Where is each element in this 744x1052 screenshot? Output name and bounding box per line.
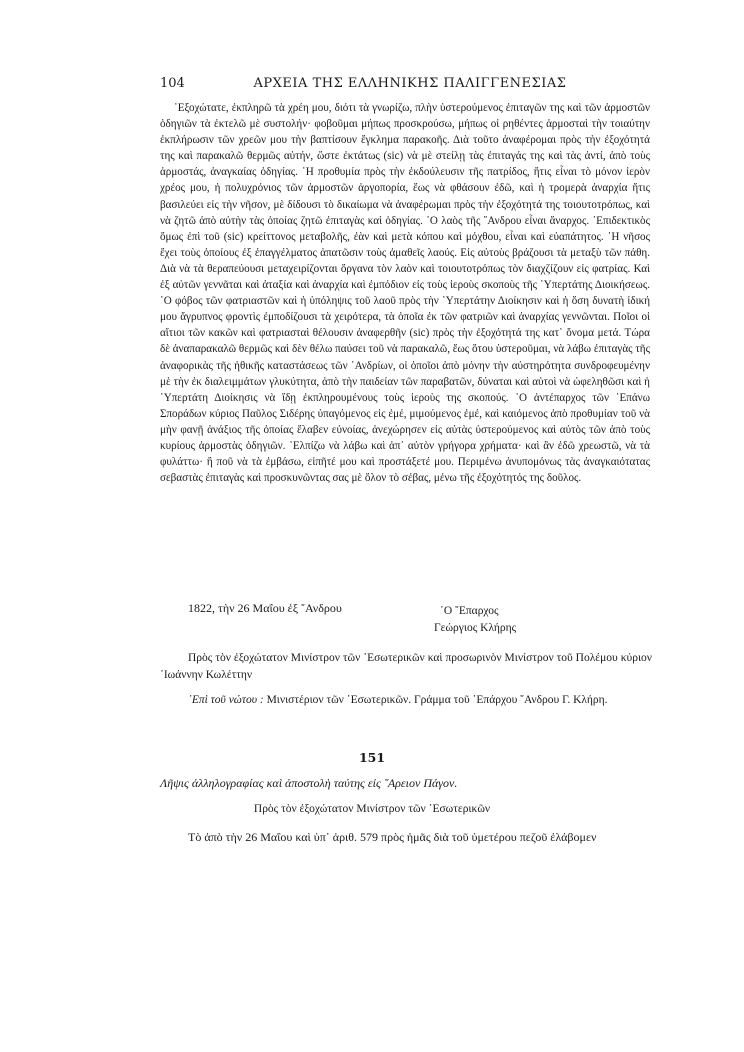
recipient-text: Πρὸς τὸν ἐξοχώτατον Μινίστρον τῶν ᾿Εσωτερικῶν καὶ προσωρινὸν Μινίστρον τοῦ Πολέμου κύριον ᾿Ιωάννην Κωλέττην — [160, 652, 652, 681]
letter-signature — [434, 603, 516, 637]
document-opening-line: Τὸ ἀπὸ τὴν 26 Μαΐου καὶ ὑπ᾿ ἀριθ. 579 πρὸς ἡμᾶς διὰ τοῦ ὑμετέρου πεζοῦ ἐλάβομεν — [188, 830, 597, 844]
signature-name: Γεώργιος Κλήρης — [434, 622, 517, 634]
signature-role: ῾Ο ῎Επαρχος — [440, 605, 499, 617]
letter-recipient — [160, 650, 652, 684]
page-number: 104 — [160, 76, 185, 91]
letter-date-place: 1822, τὴν 26 Μαΐου ἐξ ῎Ανδρου — [188, 601, 342, 615]
verso-label: ᾿Επὶ τοῦ νώτου : — [188, 694, 264, 706]
verso-paragraph — [160, 692, 652, 709]
document-number: 151 — [358, 750, 386, 765]
running-title: ΑΡΧΕΙΑ ΤΗΣ ΕΛΛΗΝΙΚΗΣ ΠΑΛΙΓΓΕΝΕΣΙΑΣ — [253, 76, 567, 91]
document-summary: Λῆψις ἀλληλογραφίας καὶ ἀποστολὴ ταύτης εἰς ῎Αρειον Πάγον. — [160, 776, 458, 790]
verso-text: Μινιστέριον τῶν ᾿Εσωτερικῶν. Γράμμα τοῦ ᾿Επάρχου ῎Ανδρου Γ. Κλήρη. — [263, 694, 608, 706]
document-salutation: Πρὸς τὸν ἐξοχώτατον Μινίστρον τῶν ᾿Εσωτερικῶν — [253, 803, 491, 815]
page-header — [160, 76, 650, 91]
letter-verso-note — [160, 692, 652, 709]
letter-body: ᾿Εξοχώτατε, ἐκπληρῶ τὰ χρέη μου, διότι τὰ γνωρίζω, πλὴν ὑστερούμενος ἐπιταγῶν της καὶ τῶν ἁρμοστῶν ὁδηγιῶν τὰ ἐκτελῶ μὲ συστολήν· φοβοῦμαι μήπως προσκρούσω, μήπως οἱ ρηθέντες ἁρμοσταὶ τὴν τοιαύτην ἐκπλήρωσιν τῶν χρεῶν μου τὴν βαπτίσουν ἔγκλημα παρακοῆς. Διὰ τοῦτο ἀναφέρομαι πρὸς τὴν ἐξοχότητά της καὶ παρακαλῶ θερμῶς αὐτήν, ὥστε ἐκτάτως (sic) νὰ μὲ στείλῃ τὰς ἐπιταγάς της καὶ τὰς ἀντί, ἀπὸ τοὺς ἁρμοστάς, ἀναγκαίας ὁδηγίας. ῾Η προθυμία πρὸς τὴν ἐκδούλευσιν τῆς πατρίδος, ἥτις εἶναι τὸ μόνον ἱερὸν χρέος μου, ἡ πολυχρόνιος τῶν ἁρμοστῶν ἀργοπορία, ἕως νὰ φθάσουν ἐδῶ, καὶ ἡ τρομερὰ ἀναρχία ἥτις βασιλεύει εἰς τὴν νῆσον, μὲ δίδουσι τὸ δικαίωμα νὰ ἀναφέρωμαι πρὸς τὴν ἐξοχότητά της τοιουτοτρόπως, καὶ νὰ ζητῶ ἀπὸ αὐτὴν τὰς ὁποίας ζητῶ ἐπιταγὰς καὶ ὁδηγίας. ῾Ο λαὸς τῆς ῎Ανδρου εἶναι ἄναρχος. ᾿Επιδεκτικὸς ὅμως ἐπὶ τοῦ (sic) κρείττονος μεταβολῆς, ἐὰν καὶ μετὰ κόπου καὶ μόχθου, εἶναι καὶ εὐαπάτητος. ῾Η νῆσος ἔχει τοὺς ὁποίους ἐξ ἐπαγγέλματος ἀπατῶσιν τοὺς ἀμαθεῖς λαούς. Εἰς αὐτοὺς βράζουσι τὰ μεταξὺ τῶν πάθη. Διὰ νὰ τὰ θεραπεύουσι μεταχειρίζονται ὄργανα τὸν λαὸν καὶ τοιουτοτρόπως τὸν διαχζίζουν εἰς φατρίας. Καὶ ἐξ αὐτῶν γεννᾶται καὶ ἀταξία καὶ ἀναρχία καὶ ἐμπόδιον εἰς τοὺς ἱεροὺς σκοποὺς τῆς ῾Υπερτάτης Διοικήσεως. ῾Ο φόβος τῶν φατριαστῶν καὶ ἡ ὑπόληψις τοῦ λαοῦ πρὸς τὴν ῾Υπερτάτην Διοίκησιν καὶ ἡ ὅση δυνατὴ ἰδική μου ἄγρυπνος φροντὶς ἐμποδίζουσι τὰ χειρότερα, τὰ ὁποῖα ἐκ τῶν φατριῶν καὶ ἀναρχίας γεννῶνται. Ποῖοι οἱ αἴτιοι τῶν κακῶν καὶ φατριασταὶ θέλουσιν ἀναφερθῆν (sic) πρὸς τὴν ἐξοχότητά της κατ᾿ ὄνομα μετά. Τώρα δὲ ἀναπαρακαλῶ θερμῶς καὶ δὲν θέλω παύσει τοῦ νὰ παρακαλῶ, ἕως ὅτου ὑστεροῦμαι, νὰ λάβω ἐπιταγὰς τῆς ἀναφορικὰς τῆς ἠθικῆς καταστάσεως τῶν ᾿Ανδρίων, οἱ ὁποῖοι ἀπὸ μόνην τὴν αὐστηρότητα συνδροφευμένην μὲ τὴν ἐκ διαλειμμάτων γλυκύτητα, ἀπὸ τὴν παιδείαν τῶν παραβατῶν, δύναται καὶ αὐτοὶ νὰ ὠφεληθῶσι καὶ ἡ ῾Υπερτάτη Διοίκησις νὰ ἴδῃ ἐκπληρουμένους τοὺς ἱεροὺς της σκοπούς. ῾Ο ἀντέπαρχος τῶν ᾿Επάνω Σποράδων κύριος Παῦλος Σιδέρης ὑπαγόμενος εἰς ἐμέ, μιμούμενος ἐμέ, καὶ καιόμενος ἀπὸ προθυμίαν τοῦ νὰ μὴν φανῇ ἀνάξιος τῆς ὁποίας ἔλαβεν εὐνοίας, ἀνεχώρησεν εἰς αὐτὰς ὑστερούμενος καὶ αὐτὸς τῶν ἀπὸ τοὺς κυρίους ἁρμοστὰς ὁδηγιῶν. ᾿Ελπίζω νὰ λάβω καὶ ἀπ᾿ αὐτὸν γρήγορα χρήματα· καὶ ἂν ἐδῶ χρεωστῶ, νὰ τὰ φυλάττω· ἢ ποῦ νὰ τὰ ἐμβάσω, εἰπῆτέ μου καὶ προστάξετέ μου. Περιμένω ἀνυπομόνως τὰς ἀναγκαιότατας σεβαστὰς ἐπιταγὰς καὶ προσκυνῶντας σας μὲ ὅλον τὸ σέβας, μένω τῆς ἐξοχότητός της δοῦλος. — [160, 102, 650, 485]
